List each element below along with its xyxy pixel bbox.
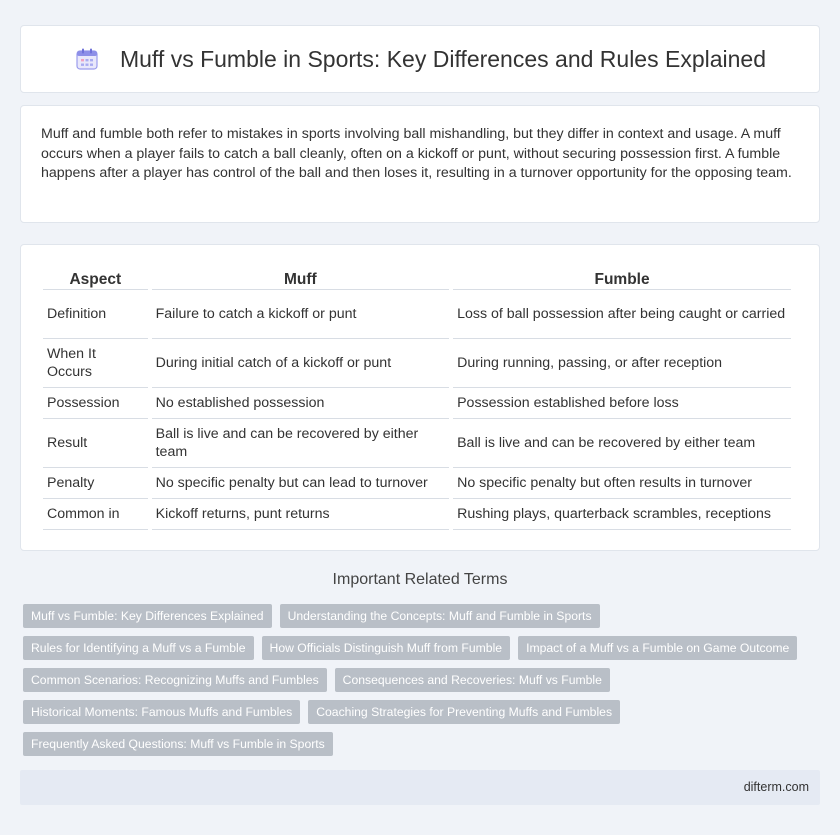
page-footer [20, 770, 820, 805]
table-row [43, 290, 791, 339]
related-term-link[interactable]: Muff vs Fumble: Key Differences Explained [23, 604, 272, 628]
table-header-row [43, 265, 791, 290]
muff-cell: No established possession [152, 388, 449, 419]
comparison-table-card [20, 244, 820, 551]
table-row [43, 468, 791, 499]
fumble-cell: No specific penalty but often results in turnover [453, 468, 791, 499]
related-term-link[interactable]: Historical Moments: Famous Muffs and Fumbles [23, 700, 300, 724]
muff-cell: Ball is live and can be recovered by either team [152, 419, 449, 468]
aspect-cell: Possession [43, 388, 148, 419]
intro-paragraph: Muff and fumble both refer to mistakes in sports involving ball mishandling, but they differ in context and usage. A muff occurs when a player fails to catch a ball cleanly, often on a kickoff or punt, without securing possession first. A fumble happens after a player has control of the ball and then loses it, resulting in a turnover opportunity for the opposing team. [41, 126, 792, 181]
fumble-cell: Rushing plays, quarterback scrambles, receptions [453, 499, 791, 530]
aspect-cell: Penalty [43, 468, 148, 499]
related-term-link[interactable]: Consequences and Recoveries: Muff vs Fumble [335, 668, 610, 692]
aspect-cell: Definition [43, 290, 148, 339]
related-term-link[interactable]: Coaching Strategies for Preventing Muffs and Fumbles [308, 700, 620, 724]
intro-section [20, 105, 820, 223]
table-row [43, 388, 791, 419]
muff-cell: No specific penalty but can lead to turnover [152, 468, 449, 499]
table-row [43, 499, 791, 530]
muff-cell: Kickoff returns, punt returns [152, 499, 449, 530]
related-terms-list [23, 604, 823, 764]
column-header-fumble: Fumble [453, 265, 791, 290]
column-header-aspect: Aspect [43, 265, 148, 290]
related-terms-title: Important Related Terms [332, 571, 508, 588]
related-term-link[interactable]: Frequently Asked Questions: Muff vs Fumble in Sports [23, 732, 333, 756]
fumble-cell: During running, passing, or after reception [453, 339, 791, 388]
related-term-link[interactable]: How Officials Distinguish Muff from Fumble [262, 636, 511, 660]
column-header-muff: Muff [152, 265, 449, 290]
fumble-cell: Loss of ball possession after being caught or carried [453, 290, 791, 339]
aspect-cell: Result [43, 419, 148, 468]
fumble-cell: Possession established before loss [453, 388, 791, 419]
related-term-link[interactable]: Understanding the Concepts: Muff and Fumble in Sports [280, 604, 600, 628]
page-title: Muff vs Fumble in Sports: Key Differences and Rules Explained [119, 45, 767, 72]
calendar-icon [74, 46, 100, 72]
aspect-cell: Common in [43, 499, 148, 530]
related-term-link[interactable]: Impact of a Muff vs a Fumble on Game Outcome [518, 636, 797, 660]
page-header [20, 25, 820, 93]
muff-cell: During initial catch of a kickoff or punt [152, 339, 449, 388]
related-term-link[interactable]: Common Scenarios: Recognizing Muffs and Fumbles [23, 668, 327, 692]
table-row [43, 339, 791, 388]
table-row [43, 419, 791, 468]
aspect-cell: When It Occurs [43, 339, 148, 388]
comparison-table [39, 265, 795, 530]
related-term-link[interactable]: Rules for Identifying a Muff vs a Fumble [23, 636, 254, 660]
muff-cell: Failure to catch a kickoff or punt [152, 290, 449, 339]
site-name[interactable]: difterm.com [743, 780, 809, 794]
fumble-cell: Ball is live and can be recovered by either team [453, 419, 791, 468]
